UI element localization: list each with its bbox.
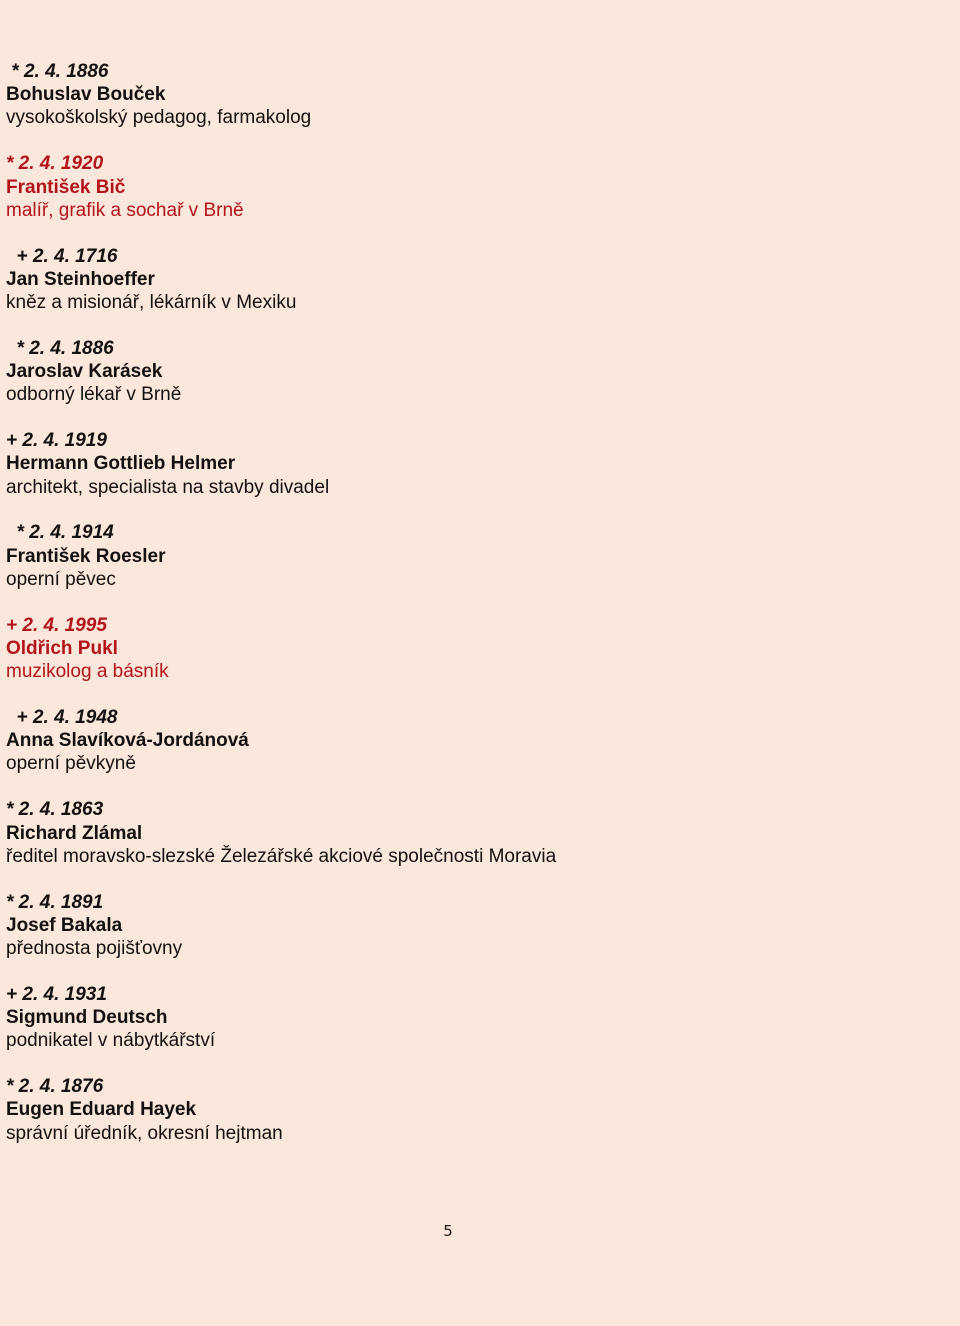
entry-name: František Bič (6, 176, 126, 198)
entry-date: * 2. 4. 1886 (6, 61, 109, 82)
entry-name: Hermann Gottlieb Helmer (6, 453, 236, 475)
entry-description: architekt, specialista na stavby divadel (6, 476, 330, 498)
entry-5 (6, 429, 946, 521)
entry-10 (6, 891, 946, 983)
entry-date: * 2. 4. 1920 (6, 153, 104, 175)
entry-description: přednosta pojišťovny (6, 938, 183, 960)
entry-name: Josef Bakala (6, 914, 123, 936)
entry-name: Eugen Eduard Hayek (6, 1099, 197, 1121)
entry-date: + 2. 4. 1995 (6, 614, 107, 636)
entry-4 (6, 337, 946, 429)
entry-7 (6, 614, 946, 706)
entry-1 (6, 60, 946, 152)
entries-list (6, 60, 946, 1168)
entry-9 (6, 798, 946, 890)
entry-description: muzikolog a básník (6, 661, 169, 683)
entry-name: Oldřich Pukl (6, 637, 118, 659)
entry-12 (6, 1075, 946, 1167)
entry-name: Jaroslav Karásek (6, 361, 163, 383)
entry-name: Richard Zlámal (6, 822, 143, 844)
entry-description: odborný lékař v Brně (6, 384, 182, 406)
entry-date: + 2. 4. 1716 (6, 245, 118, 267)
entry-description: operní pěvkyně (6, 753, 136, 775)
entry-description: malíř, grafik a sochař v Brně (6, 199, 244, 221)
entry-date: * 2. 4. 1914 (6, 522, 114, 544)
entry-date: * 2. 4. 1886 (6, 337, 114, 359)
entry-description: správní úředník, okresní hejtman (6, 1122, 283, 1144)
entry-date: + 2. 4. 1919 (6, 430, 107, 452)
entry-date: * 2. 4. 1876 (6, 1076, 104, 1098)
entry-8 (6, 706, 946, 798)
entry-date: + 2. 4. 1931 (6, 983, 107, 1005)
entry-description: vysokoškolský pedagog, farmakolog (6, 107, 312, 129)
entry-name: Sigmund Deutsch (6, 1007, 168, 1029)
entry-6 (6, 521, 946, 613)
entry-description: kněz a misionář, lékárník v Mexiku (6, 292, 297, 313)
entry-name: Bohuslav Bouček (6, 84, 166, 106)
entry-name: Anna Slavíková-Jordánová (6, 730, 249, 752)
entry-description: operní pěvec (6, 568, 116, 590)
entry-date: * 2. 4. 1891 (6, 891, 104, 913)
entry-description: podnikatel v nábytkářství (6, 1030, 216, 1052)
entry-name: František Roesler (6, 545, 166, 567)
entry-2 (6, 152, 946, 244)
entry-description: ředitel moravsko-slezské Železářské akciové společnosti Moravia (6, 845, 557, 867)
page-number: 5 (443, 1222, 453, 1240)
entry-3 (6, 245, 946, 337)
entry-name: Jan Steinhoeffer (6, 268, 155, 290)
entry-date: * 2. 4. 1863 (6, 799, 104, 821)
entry-date: + 2. 4. 1948 (6, 707, 118, 729)
entry-11 (6, 983, 946, 1075)
